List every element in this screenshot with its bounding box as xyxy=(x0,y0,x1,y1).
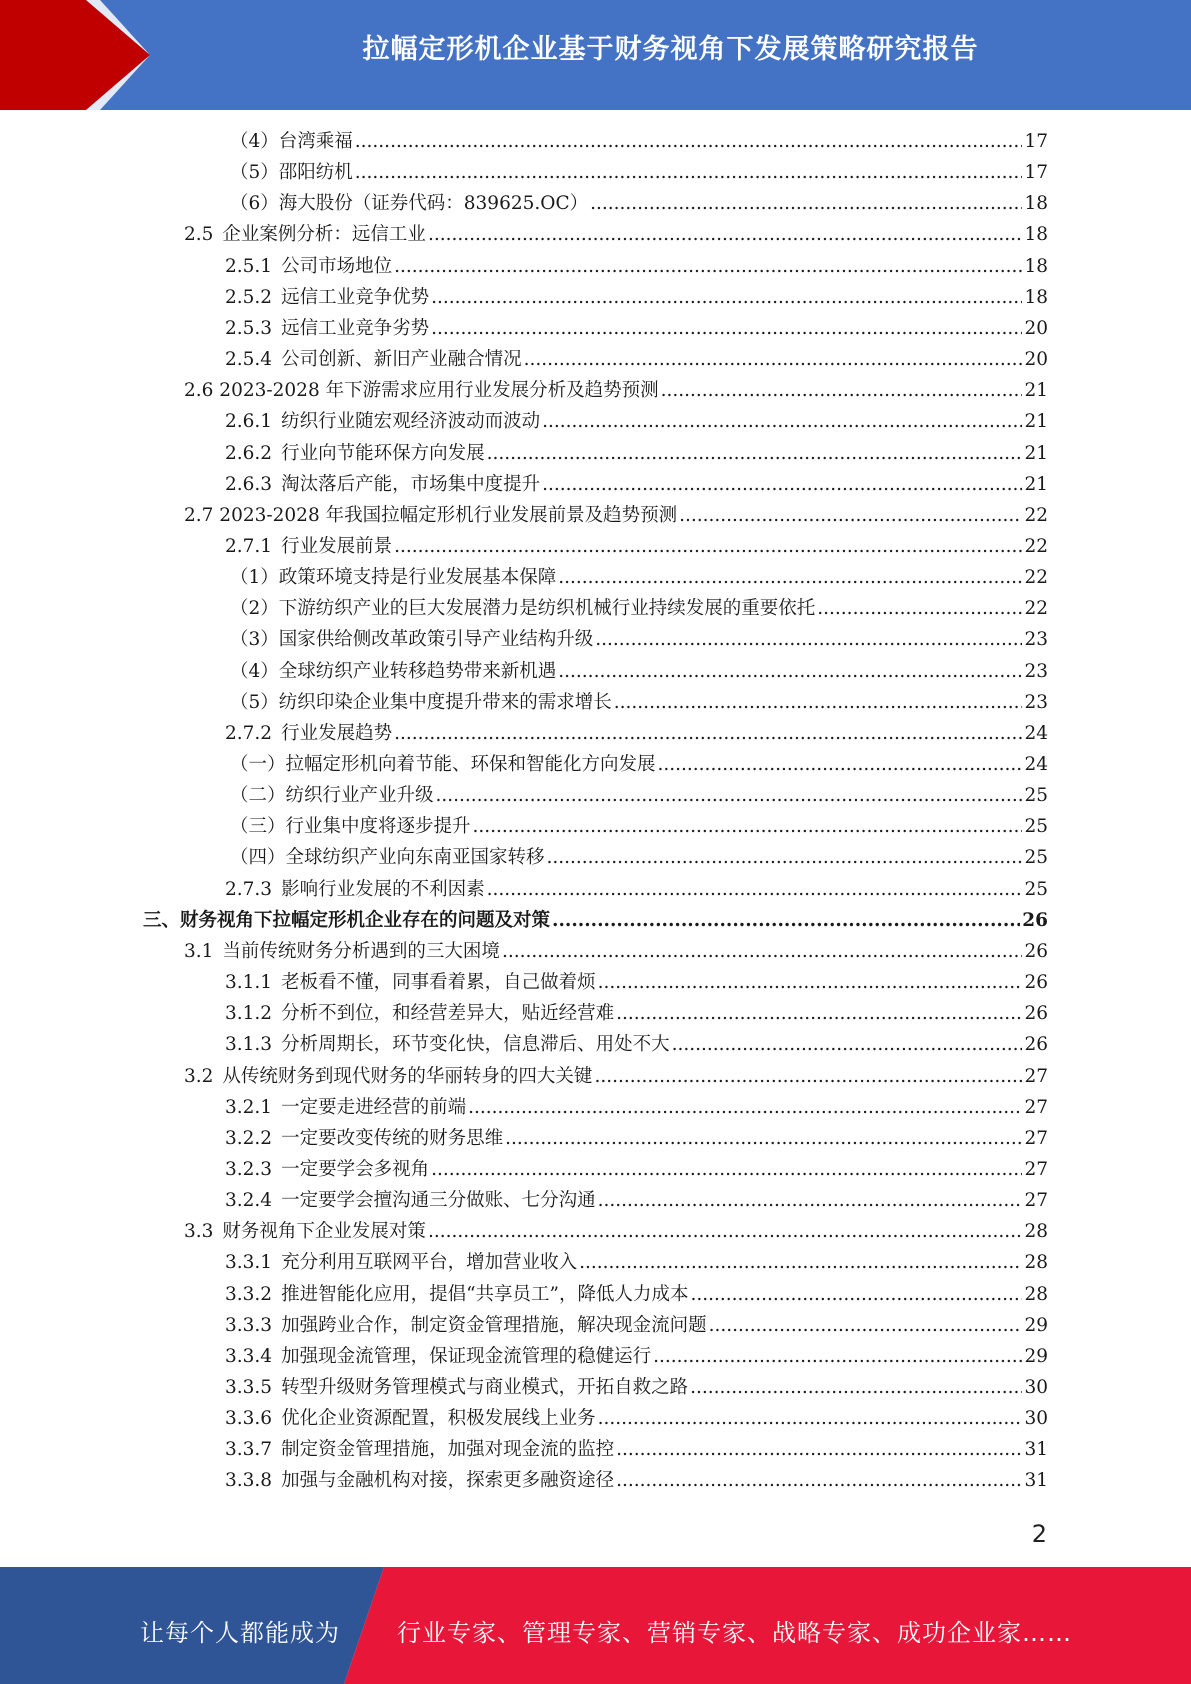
toc-leader-dots xyxy=(661,375,1023,406)
toc-entry-page: 28 xyxy=(1024,1283,1048,1305)
toc-leader-dots xyxy=(428,1216,1023,1247)
toc-entry-title: （四）全球纺织产业向东南亚国家转移 xyxy=(230,847,545,869)
toc-entry[interactable] xyxy=(225,406,1048,437)
toc-entry-title: 一定要学会多视角 xyxy=(281,1158,430,1180)
toc-entry[interactable] xyxy=(230,811,1048,842)
toc-leader-dots xyxy=(355,157,1023,188)
toc-entry-title: 一定要学会擅沟通三分做账、七分沟通 xyxy=(281,1190,596,1212)
toc-entry-number: 2.5 xyxy=(184,224,214,246)
toc-entry-page: 27 xyxy=(1024,1190,1048,1212)
toc-entry-page: 25 xyxy=(1024,847,1048,869)
toc-entry-page: 27 xyxy=(1024,1065,1048,1087)
toc-entry-page: 29 xyxy=(1024,1345,1048,1367)
toc-entry-page: 28 xyxy=(1024,1221,1048,1243)
toc-entry-title: 行业向节能环保方向发展 xyxy=(281,442,485,464)
toc-leader-dots xyxy=(505,1123,1022,1154)
toc-leader-dots xyxy=(558,562,1022,593)
toc-entry-title: 分析不到位，和经营差异大，贴近经营难 xyxy=(281,1003,615,1025)
toc-entry-title: 企业案例分析：远信工业 xyxy=(222,224,426,246)
toc-leader-dots xyxy=(552,905,1020,936)
toc-leader-dots xyxy=(616,1434,1022,1465)
toc-entry-title: 行业发展前景 xyxy=(281,535,393,557)
toc-entry-number: 3.1.1 xyxy=(225,972,273,994)
toc-leader-dots xyxy=(542,406,1022,437)
toc-leader-dots xyxy=(594,1061,1022,1092)
toc-entry[interactable] xyxy=(184,936,1048,967)
toc-leader-dots xyxy=(679,500,1022,531)
toc-entry-title: 三、财务视角下拉幅定形机企业存在的问题及对策 xyxy=(143,909,551,931)
toc-entry-title: （二）纺织行业产业升级 xyxy=(230,785,434,807)
toc-entry-title: 加强与金融机构对接，探索更多融资途径 xyxy=(281,1470,615,1492)
page-header xyxy=(0,0,1191,110)
toc-entry-page: 22 xyxy=(1024,535,1048,557)
toc-entry[interactable] xyxy=(184,375,1048,406)
toc-entry-page: 20 xyxy=(1024,349,1048,371)
toc-leader-dots xyxy=(394,531,1022,562)
toc-entry[interactable] xyxy=(225,1434,1048,1465)
toc-entry-page: 25 xyxy=(1024,816,1048,838)
toc-entry-page: 23 xyxy=(1024,660,1048,682)
toc-entry-number: 3.2 xyxy=(184,1065,214,1087)
toc-leader-dots xyxy=(616,998,1022,1029)
toc-entry[interactable] xyxy=(230,593,1048,624)
toc-entry[interactable] xyxy=(225,874,1048,905)
toc-entry-number: 3.1.3 xyxy=(225,1034,273,1056)
toc-entry-title: 一定要改变传统的财务思维 xyxy=(281,1127,504,1149)
toc-entry-number: 3.3.2 xyxy=(225,1283,273,1305)
toc-leader-dots xyxy=(355,126,1023,157)
toc-entry-page: 25 xyxy=(1024,785,1048,807)
toc-entry-page: 21 xyxy=(1024,442,1048,464)
toc-entry[interactable] xyxy=(225,1029,1048,1060)
toc-entry-title: （2）下游纺织产业的巨大发展潜力是纺织机械行业持续发展的重要依托 xyxy=(230,598,816,620)
toc-entry-page: 27 xyxy=(1024,1096,1048,1118)
toc-entry-number: 2.6.1 xyxy=(225,411,273,433)
toc-leader-dots xyxy=(431,1154,1022,1185)
toc-entry-page: 30 xyxy=(1024,1408,1048,1430)
toc-entry-page: 24 xyxy=(1024,754,1048,775)
toc-entry[interactable] xyxy=(225,1154,1048,1185)
toc-entry-title: （4）全球纺织产业转移趋势带来新机遇 xyxy=(230,660,557,682)
toc-leader-dots xyxy=(558,656,1022,687)
toc-leader-dots xyxy=(394,251,1022,282)
toc-entry-page: 18 xyxy=(1024,224,1048,246)
toc-entry-title: 行业发展趋势 xyxy=(281,722,393,744)
toc-entry-page: 28 xyxy=(1024,1252,1048,1274)
toc-entry-title: 一定要走进经营的前端 xyxy=(281,1096,467,1118)
toc-entry-number: 3.3.7 xyxy=(225,1439,273,1461)
toc-entry[interactable] xyxy=(225,282,1048,313)
toc-entry-title: 公司创新、新旧产业融合情况 xyxy=(281,349,522,371)
toc-entry-page: 17 xyxy=(1024,162,1048,184)
toc-entry-number: 3.1 xyxy=(184,940,214,962)
toc-entry-page: 18 xyxy=(1024,286,1048,308)
toc-entry-title: 转型升级财务管理模式与商业模式，开拓自救之路 xyxy=(281,1377,689,1398)
toc-entry[interactable] xyxy=(225,251,1048,282)
toc-entry-page: 31 xyxy=(1024,1470,1048,1492)
toc-entry[interactable] xyxy=(225,1310,1048,1341)
toc-entry[interactable] xyxy=(230,842,1048,873)
toc-entry-number: 2.5.2 xyxy=(225,286,273,308)
toc-entry-title: 远信工业竞争优势 xyxy=(281,286,430,308)
toc-entry-page: 25 xyxy=(1024,878,1048,900)
toc-entry-page: 21 xyxy=(1024,380,1048,402)
toc-leader-dots xyxy=(616,1465,1022,1496)
toc-entry-number: 2.5.1 xyxy=(225,255,273,277)
toc-leader-dots xyxy=(590,188,1022,219)
toc-entry[interactable] xyxy=(225,998,1048,1029)
toc-entry-number: 3.3.3 xyxy=(225,1314,273,1336)
toc-leader-dots xyxy=(614,687,1023,718)
toc-entry-title: 淘汰落后产能，市场集中度提升 xyxy=(281,473,541,495)
toc-entry[interactable] xyxy=(230,624,1048,655)
toc-leader-dots xyxy=(658,749,1023,780)
toc-leader-dots xyxy=(547,842,1023,873)
toc-entry-title: 2.7 2023-2028 年我国拉幅定形机行业发展前景及趋势预测 xyxy=(184,504,678,526)
toc-leader-dots xyxy=(394,718,1022,749)
toc-entry-page: 29 xyxy=(1024,1314,1048,1336)
toc-entry-number: 3.3.8 xyxy=(225,1470,273,1492)
toc-entry-title: 公司市场地位 xyxy=(281,255,393,277)
toc-entry[interactable] xyxy=(225,1092,1048,1123)
toc-entry[interactable] xyxy=(225,469,1048,500)
toc-entry-title: 财务视角下企业发展对策 xyxy=(222,1221,426,1243)
toc-entry[interactable] xyxy=(225,1247,1048,1278)
toc-entry-title: （5）纺织印染企业集中度提升带来的需求增长 xyxy=(230,691,612,713)
toc-entry[interactable] xyxy=(225,1465,1048,1496)
toc-entry-number: 3.3 xyxy=(184,1221,214,1243)
toc-entry[interactable] xyxy=(225,1185,1048,1216)
toc-entry-title: 充分利用互联网平台，增加营业收入 xyxy=(281,1252,578,1274)
toc-entry-page: 20 xyxy=(1024,317,1048,339)
toc-entry-page: 21 xyxy=(1024,473,1048,495)
toc-entry-title: 优化企业资源配置，积极发展线上业务 xyxy=(281,1408,596,1430)
toc-entry-title: 从传统财务到现代财务的华丽转身的四大关键 xyxy=(222,1065,593,1087)
toc-entry-number: 3.3.1 xyxy=(225,1252,273,1274)
toc-entry-number: 2.7.3 xyxy=(225,878,273,900)
toc-entry-number: 2.5.3 xyxy=(225,317,273,339)
toc-entry-page: 18 xyxy=(1024,255,1048,277)
toc-entry-number: 3.3.4 xyxy=(225,1345,273,1367)
toc-entry-title: 2.6 2023-2028 年下游需求应用行业发展分析及趋势预测 xyxy=(184,380,659,402)
toc-entry[interactable] xyxy=(230,656,1048,687)
toc-entry[interactable] xyxy=(225,438,1048,469)
toc-entry-number: 2.6.3 xyxy=(225,473,273,495)
toc-entry[interactable] xyxy=(225,967,1048,998)
toc-entry-page: 31 xyxy=(1024,1439,1048,1461)
toc-leader-dots xyxy=(709,1310,1023,1341)
toc-entry[interactable] xyxy=(225,718,1048,749)
toc-entry-title: 远信工业竞争劣势 xyxy=(281,317,430,339)
toc-entry[interactable] xyxy=(184,1216,1048,1247)
toc-entry-number: 3.3.5 xyxy=(225,1377,273,1398)
toc-leader-dots xyxy=(653,1341,1022,1372)
toc-entry-title: （3）国家供给侧改革政策引导产业结构升级 xyxy=(230,629,594,651)
page-number: 2 xyxy=(1031,1520,1047,1548)
toc-entry[interactable] xyxy=(225,531,1048,562)
toc-leader-dots xyxy=(595,624,1022,655)
toc-entry-number: 3.1.2 xyxy=(225,1003,273,1025)
toc-entry[interactable] xyxy=(225,344,1048,375)
toc-entry[interactable] xyxy=(230,780,1048,811)
toc-leader-dots xyxy=(691,1279,1023,1310)
toc-leader-dots xyxy=(598,967,1023,998)
toc-entry[interactable] xyxy=(225,1123,1048,1154)
toc-entry-number: 2.5.4 xyxy=(225,349,273,371)
toc-leader-dots xyxy=(473,811,1023,842)
toc-entry-number: 3.2.2 xyxy=(225,1127,273,1149)
toc-entry-page: 23 xyxy=(1024,629,1048,651)
toc-entry-page: 30 xyxy=(1024,1377,1048,1398)
toc-entry-title: （1）政策环境支持是行业发展基本保障 xyxy=(230,567,557,589)
toc-entry-page: 22 xyxy=(1024,567,1048,589)
toc-leader-dots xyxy=(436,780,1023,811)
toc-entry-title: 当前传统财务分析遇到的三大困境 xyxy=(222,940,500,962)
toc-entry-page: 17 xyxy=(1024,131,1048,152)
toc-entry-number: 3.3.6 xyxy=(225,1408,273,1430)
toc-entry[interactable] xyxy=(184,1061,1048,1092)
toc-entry-page: 26 xyxy=(1024,1003,1048,1025)
toc-entry-page: 26 xyxy=(1024,972,1048,994)
toc-entry[interactable] xyxy=(225,1403,1048,1434)
toc-leader-dots xyxy=(487,438,1023,469)
toc-entry-title: 制定资金管理措施，加强对现金流的监控 xyxy=(281,1439,615,1461)
toc-entry-page: 22 xyxy=(1024,598,1048,620)
toc-leader-dots xyxy=(487,874,1023,905)
toc-entry-number: 3.2.3 xyxy=(225,1158,273,1180)
toc-entry[interactable] xyxy=(184,219,1048,250)
toc-entry[interactable] xyxy=(225,1279,1048,1310)
toc-leader-dots xyxy=(817,593,1022,624)
toc-entry-page: 21 xyxy=(1024,411,1048,433)
toc-entry-title: （一）拉幅定形机向着节能、环保和智能化方向发展 xyxy=(230,754,656,775)
toc-entry-number: 2.7.1 xyxy=(225,535,273,557)
toc-entry[interactable] xyxy=(225,1341,1048,1372)
toc-entry[interactable] xyxy=(184,500,1048,531)
toc-leader-dots xyxy=(598,1185,1023,1216)
toc-leader-dots xyxy=(431,313,1022,344)
toc-entry[interactable] xyxy=(230,157,1048,188)
toc-entry-page: 18 xyxy=(1024,193,1048,215)
toc-entry[interactable] xyxy=(230,687,1048,718)
toc-entry-title: （5）邵阳纺机 xyxy=(230,162,353,184)
toc-entry-number: 3.2.1 xyxy=(225,1096,273,1118)
toc-leader-dots xyxy=(598,1403,1023,1434)
toc-entry-title: （6）海大股份（证券代码：839625.OC） xyxy=(230,193,589,215)
toc-leader-dots xyxy=(542,469,1022,500)
toc-leader-dots xyxy=(690,1372,1022,1403)
footer-slogan-right: 行业专家、管理专家、营销专家、战略专家、成功企业家…… xyxy=(397,1619,1072,1647)
toc-entry[interactable] xyxy=(225,1372,1048,1403)
toc-entry-page: 27 xyxy=(1024,1158,1048,1180)
toc-entry-title: 影响行业发展的不利因素 xyxy=(281,878,485,900)
toc-entry-number: 3.2.4 xyxy=(225,1190,273,1212)
toc-entry[interactable] xyxy=(143,905,1048,936)
footer-slogan-left: 让每个人都能成为 xyxy=(140,1619,340,1647)
toc-entry-title: 加强跨业合作，制定资金管理措施，解决现金流问题 xyxy=(281,1314,707,1336)
toc-leader-dots xyxy=(579,1247,1022,1278)
toc-leader-dots xyxy=(428,219,1023,250)
toc-leader-dots xyxy=(468,1092,1022,1123)
toc-entry-title: 老板看不懂，同事看着累，自己做着烦 xyxy=(281,972,596,994)
toc-entry-page: 22 xyxy=(1024,504,1048,526)
toc-leader-dots xyxy=(431,282,1022,313)
toc-entry-title: 纺织行业随宏观经济波动而波动 xyxy=(281,411,541,433)
toc-leader-dots xyxy=(672,1029,1023,1060)
toc-leader-dots xyxy=(502,936,1023,967)
toc-entry-number: 2.7.2 xyxy=(225,722,273,744)
toc-entry-title: （4）台湾乘福 xyxy=(230,131,353,152)
toc-entry-page: 26 xyxy=(1024,1034,1048,1056)
toc-entry-title: 分析周期长，环节变化快，信息滞后、用处不大 xyxy=(281,1034,670,1056)
toc-entry[interactable] xyxy=(230,749,1048,780)
toc-entry-title: 加强现金流管理，保证现金流管理的稳健运行 xyxy=(281,1345,652,1367)
toc-entry[interactable] xyxy=(225,313,1048,344)
report-title: 拉幅定形机企业基于财务视角下发展策略研究报告 xyxy=(362,34,979,65)
header-red-arrow xyxy=(0,0,150,110)
toc-entry-title: 推进智能化应用，提倡“共享员工”，降低人力成本 xyxy=(281,1283,689,1305)
toc-entry-page: 23 xyxy=(1024,691,1048,713)
toc-entry-page: 26 xyxy=(1024,940,1048,962)
toc-entry[interactable] xyxy=(230,188,1048,219)
toc-entry-page: 27 xyxy=(1024,1127,1048,1149)
toc-entry-number: 2.6.2 xyxy=(225,442,273,464)
toc-entry-title: （三）行业集中度将逐步提升 xyxy=(230,816,471,838)
toc-entry-page: 24 xyxy=(1024,722,1048,744)
toc-entry[interactable] xyxy=(230,126,1048,157)
toc-leader-dots xyxy=(524,344,1023,375)
toc-entry[interactable] xyxy=(230,562,1048,593)
toc-entry-page: 26 xyxy=(1022,909,1048,931)
